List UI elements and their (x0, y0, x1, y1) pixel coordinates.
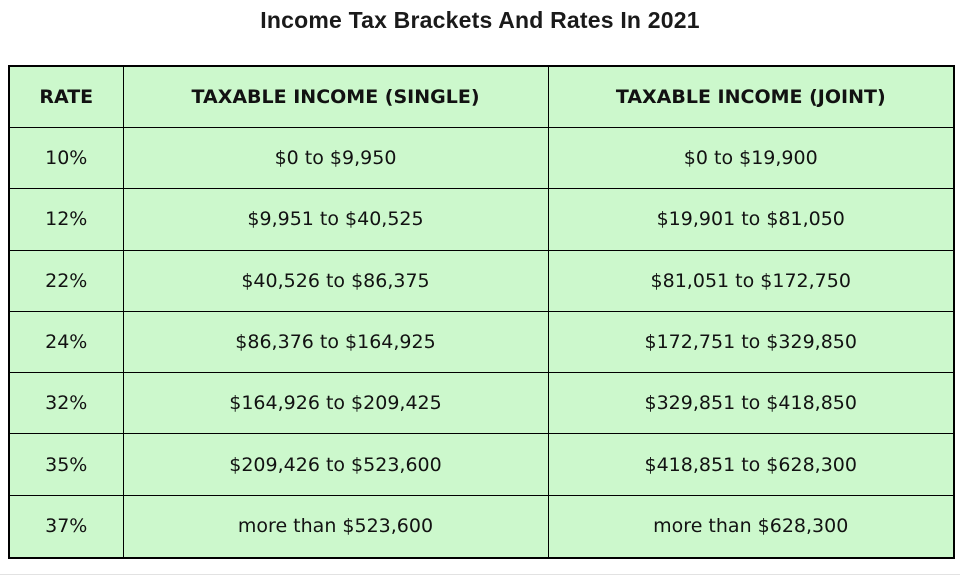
bottom-divider (0, 574, 960, 575)
single-income-cell: $86,376 to $164,925 (123, 311, 548, 372)
table-row (9, 189, 954, 250)
single-income-cell: $0 to $9,950 (123, 128, 548, 189)
table-row (9, 128, 954, 189)
column-header-rate: RATE (9, 66, 123, 128)
rate-cell: 10% (9, 128, 123, 189)
single-income-cell: $9,951 to $40,525 (123, 189, 548, 250)
single-income-cell: more than $523,600 (123, 495, 548, 558)
joint-income-cell: more than $628,300 (548, 495, 954, 558)
rate-cell: 37% (9, 495, 123, 558)
joint-income-cell: $329,851 to $418,850 (548, 373, 954, 434)
joint-income-cell: $81,051 to $172,750 (548, 250, 954, 311)
table-row (9, 250, 954, 311)
joint-income-cell: $172,751 to $329,850 (548, 311, 954, 372)
page-title: Income Tax Brackets And Rates In 2021 (260, 7, 700, 33)
joint-income-cell: $418,851 to $628,300 (548, 434, 954, 495)
table-row (9, 495, 954, 558)
single-income-cell: $40,526 to $86,375 (123, 250, 548, 311)
rate-cell: 22% (9, 250, 123, 311)
joint-income-cell: $19,901 to $81,050 (548, 189, 954, 250)
rate-cell: 12% (9, 189, 123, 250)
table-row (9, 373, 954, 434)
tax-brackets-table (8, 65, 955, 559)
rate-cell: 35% (9, 434, 123, 495)
single-income-cell: $164,926 to $209,425 (123, 373, 548, 434)
column-header-joint: TAXABLE INCOME (JOINT) (548, 66, 954, 128)
table-row (9, 311, 954, 372)
rate-cell: 32% (9, 373, 123, 434)
joint-income-cell: $0 to $19,900 (548, 128, 954, 189)
rate-cell: 24% (9, 311, 123, 372)
column-header-single: TAXABLE INCOME (SINGLE) (123, 66, 548, 128)
single-income-cell: $209,426 to $523,600 (123, 434, 548, 495)
table-row (9, 434, 954, 495)
header-row (9, 66, 954, 128)
